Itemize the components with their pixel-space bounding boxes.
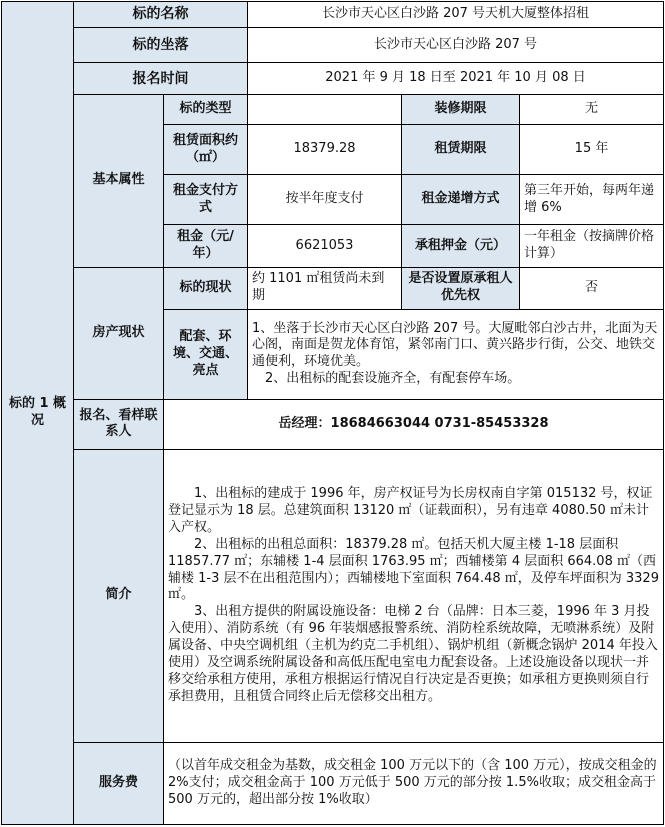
- payment-label: 租金支付方式: [164, 175, 248, 225]
- location-label: 标的坐落: [74, 28, 248, 63]
- intro-p1: 1、出租标的建成于 1996 年，房产权证号为长房权南自字第 015132 号，权证登记显示为 18 层。总建筑面积 13120 ㎡（证载面积），另有违章 4080.50 ㎡未计入产权。: [168, 486, 653, 535]
- contact-value: 岳经理：18684663044 0731-85453328: [164, 399, 664, 449]
- decoration-value: 无: [520, 95, 664, 125]
- property-info-table: [1, 1, 664, 825]
- facilities-label: 配套、环境、交通、亮点: [164, 309, 248, 399]
- facilities-text-2: 2、出租标的配套设施齐全，有配套停车场。: [265, 371, 521, 387]
- intro-p3: 3、出租方提供的附属设施设备：电梯 2 台（品牌：日本三菱，1996 年 3 月投入使用）、消防系统（有 96 年装烟感报警系统、消防栓系统故障，无喷淋系统）及附属设备、中央空调机组（主机为约克二手机组）、锅炉机组（新概念锅炉 2014 年投入使用）及空调系统附属设备和高低压配电室电力配套设备。上述设施设备以现状一并移交给承租方使用，承租方根据运行情况自行决定是否更换；如承租方更换则须自行承担费用，且租赁合同终止后无偿移交出租方。: [168, 604, 658, 704]
- name-label: 标的名称: [74, 2, 248, 28]
- term-value: 15 年: [520, 125, 664, 175]
- rent-label: 租金（元/年）: [164, 225, 248, 267]
- registration-label: 报名时间: [74, 63, 248, 95]
- location-value: 长沙市天心区白沙路 207 号: [248, 28, 664, 63]
- rent-value: 6621053: [248, 225, 402, 267]
- facilities-text: [248, 309, 664, 399]
- service-fee-label: 服务费: [74, 742, 164, 824]
- area-value: 18379.28: [248, 125, 402, 175]
- property-label: 房产现状: [74, 267, 164, 399]
- decoration-label: 装修期限: [402, 95, 520, 125]
- contact-label: 报名、看样联系人: [74, 399, 164, 449]
- status-label: 标的现状: [164, 267, 248, 309]
- registration-value: 2021 年 9 月 18 日至 2021 年 10 月 08 日: [248, 63, 664, 95]
- priority-label: 是否设置原承租人优先权: [402, 267, 520, 309]
- increase-value: 第三年开始，每两年递增 6%: [520, 175, 664, 225]
- type-value: [248, 95, 402, 125]
- overview-label: 标的 1 概况: [2, 2, 74, 825]
- intro-p2: 2、出租标的出租总面积：18379.28 ㎡。包括天机大厦主楼 1-18 层面积 11857.77 ㎡；东辅楼 1-4 层面积 1763.95 ㎡；西辅楼第 4 层面积 664.08 ㎡（西辅楼 1-3 层不在出租范围内）；西辅楼地下室面积 764.48 ㎡，及停车坪面积为 3329 ㎡。: [168, 536, 659, 603]
- basic-label: 基本属性: [74, 95, 164, 267]
- service-fee-value: （以首年成交租金为基数，成交租金 100 万元以下的（含 100 万元），按成交租金的 2%支付；成交租金高于 100 万元低于 500 万元的部分按 1.5%收取；成交租金高于 500 万元的，超出部分按 1%收取）: [164, 742, 664, 824]
- name-value: 长沙市天心区白沙路 207 号天机大厦整体招租: [248, 2, 664, 28]
- deposit-label: 承租押金（元）: [402, 225, 520, 267]
- status-value: 约 1101 ㎡租赁尚未到期: [248, 267, 402, 309]
- intro-label: 简介: [74, 450, 164, 743]
- area-label: 租赁面积约（㎡）: [164, 125, 248, 175]
- payment-value: 按半年度支付: [248, 175, 402, 225]
- intro-text: [164, 450, 664, 743]
- term-label: 租赁期限: [402, 125, 520, 175]
- increase-label: 租金递增方式: [402, 175, 520, 225]
- priority-value: 否: [520, 267, 664, 309]
- type-label: 标的类型: [164, 95, 248, 125]
- deposit-value: 一年租金（按摘牌价格计算）: [520, 225, 664, 267]
- facilities-text-1: 1、坐落于长沙市天心区白沙路 207 号。大厦毗邻白沙古井，北面为天心阁，南面是贺龙体育馆，紧邻南门口、黄兴路步行街，公交、地铁交通便利，环境优美。: [252, 320, 658, 370]
